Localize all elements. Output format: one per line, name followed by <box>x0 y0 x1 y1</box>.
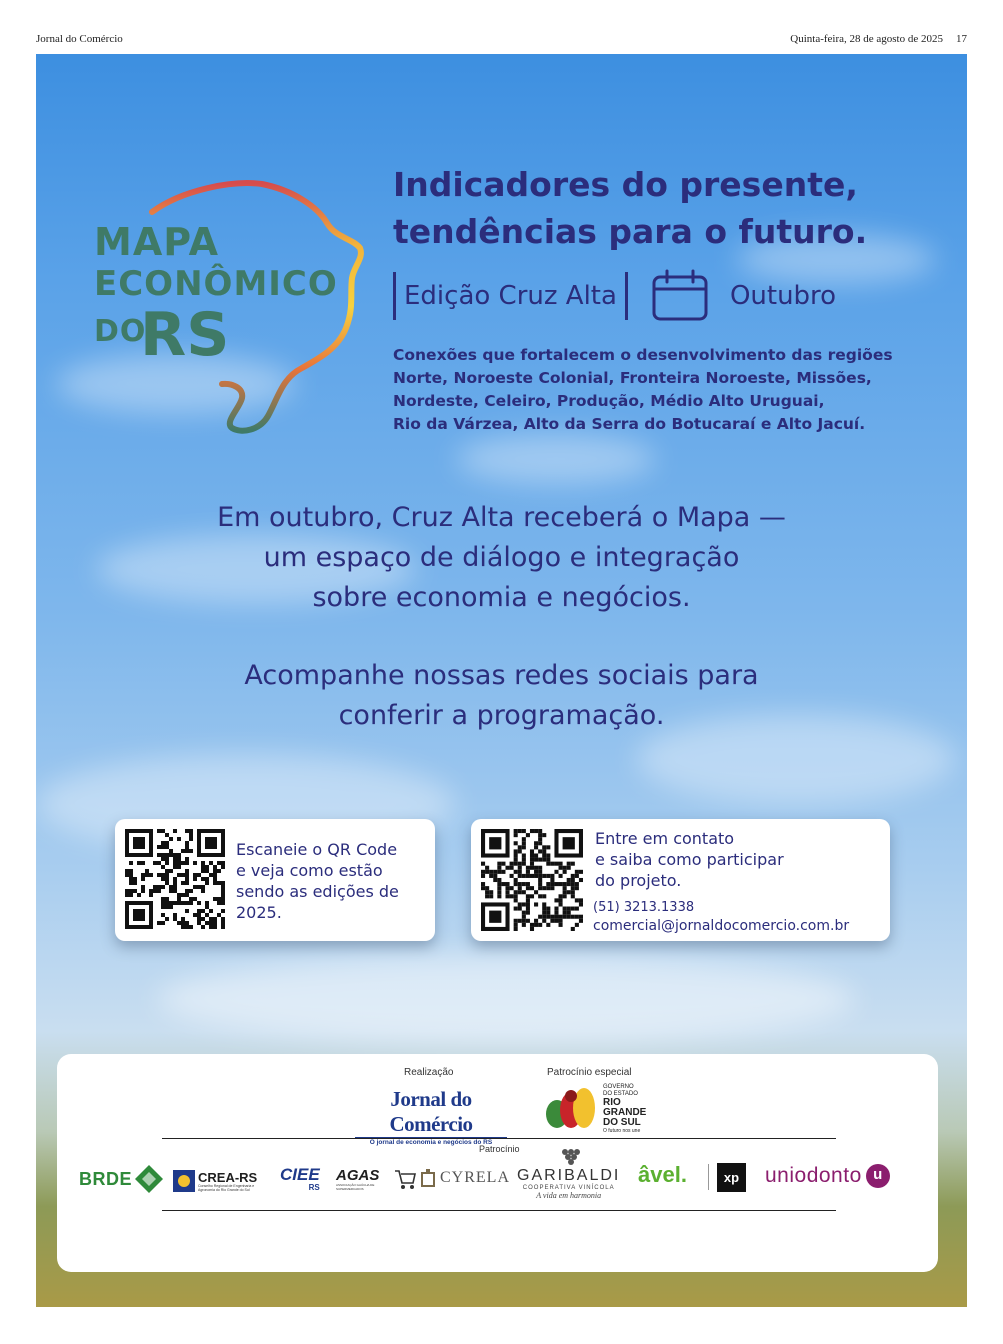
gov-line: GOVERNO <box>603 1084 634 1090</box>
avel-text: âvel. <box>638 1162 687 1187</box>
brde-logo <box>79 1164 164 1194</box>
divider-bar <box>625 272 628 320</box>
edition-name: Edição Cruz Alta <box>404 281 617 311</box>
qr-text-line: 2025. <box>236 903 282 922</box>
headline-line-2: tendências para o futuro. <box>393 212 868 251</box>
regions-intro <box>393 344 933 436</box>
cyrela-mark-icon <box>421 1169 435 1187</box>
realizacao-label: Realização <box>404 1067 454 1078</box>
brde-text: BRDE <box>79 1168 133 1189</box>
patrocinio-label: Patrocínio <box>479 1144 520 1154</box>
footer-divider-top <box>162 1138 836 1139</box>
jc-logo-text: Jornal do Comércio <box>389 1087 473 1136</box>
xp-text: xp <box>723 1170 740 1185</box>
contact-text-line: Entre em contato <box>595 829 735 848</box>
logo-line-rs: RS <box>140 300 230 370</box>
grape-cluster-icon <box>555 1147 583 1167</box>
cyrela-logo <box>421 1169 510 1187</box>
xp-logo <box>717 1163 746 1192</box>
garibaldi-subtext: COOPERATIVA VINÍCOLA <box>522 1185 615 1191</box>
crea-rs-logo <box>173 1170 262 1192</box>
cyrela-text: CYRELA <box>440 1169 510 1186</box>
qr-card-editions <box>115 819 435 941</box>
uniodonto-text: uniodonto <box>765 1164 862 1187</box>
garibaldi-tagline: A vida em harmonia <box>536 1191 602 1200</box>
qr-text-line: Escaneie o QR Code <box>236 840 398 859</box>
qr-text-line: e veja como estão <box>236 861 383 880</box>
logo-line-mapa: MAPA <box>94 220 219 264</box>
newspaper-name: Jornal do Comércio <box>36 33 123 45</box>
announcement <box>36 498 967 618</box>
gov-line: GRANDE <box>603 1107 647 1118</box>
avel-logo <box>638 1162 687 1188</box>
garibaldi-logo <box>517 1147 620 1200</box>
patrocinio-especial-label: Patrocínio especial <box>547 1067 632 1078</box>
brde-diamond-icon <box>134 1164 164 1194</box>
agas-subtext: ASSOCIAÇÃO GAÚCHA DE SUPERMERCADOS <box>336 1182 375 1191</box>
edition-row <box>393 272 836 320</box>
issue-date: Quinta-feira, 28 de agosto de 2025 <box>790 33 943 45</box>
agas-text: AGAS <box>336 1166 380 1184</box>
gov-tagline: O futuro nos une <box>603 1128 641 1134</box>
qr-card-contact <box>471 819 890 941</box>
page-number: 17 <box>956 33 967 45</box>
ciee-text: CIEE <box>280 1165 320 1184</box>
intro-line: Rio da Várzea, Alto da Serra do Botucaraí e Alto Jacuí. <box>393 415 866 433</box>
intro-line: Norte, Noroeste Colonial, Fronteira Noroeste, Missões, <box>393 369 872 387</box>
logo-line-do: DO <box>94 314 147 349</box>
announcement-line: um espaço de diálogo e integração <box>263 542 740 573</box>
avel-xp-divider <box>708 1164 709 1190</box>
edition-month: Outubro <box>729 281 837 311</box>
garibaldi-text: GARIBALDI <box>517 1167 621 1184</box>
jc-tagline: O jornal de economia e negócios do RS <box>355 1137 507 1146</box>
ciee-logo <box>280 1166 320 1192</box>
contact-text-line: e saiba como participar <box>595 850 784 869</box>
contact-text-line: do projeto. <box>595 871 682 890</box>
announcement-line: Em outubro, Cruz Alta receberá o Mapa — <box>217 502 786 533</box>
qr-code-editions[interactable] <box>125 829 225 929</box>
crea-text: CREA-RS <box>198 1169 258 1185</box>
crea-subtext: Conselho Regional de Engenharia e Agronomia do Rio Grande do Sul <box>198 1183 255 1192</box>
gov-line: RIO <box>603 1097 621 1108</box>
announcement-line: sobre economia e negócios. <box>312 582 691 613</box>
ciee-subtext: RS <box>308 1183 320 1192</box>
intro-line: Conexões que fortalecem o desenvolvimento das regiões <box>393 346 893 364</box>
calendar-icon <box>650 269 710 323</box>
uniodonto-logo <box>765 1164 890 1188</box>
rs-map-outline-logo <box>92 178 372 438</box>
shopping-cart-icon <box>394 1167 416 1191</box>
rs-government-emblem <box>543 1084 599 1130</box>
gov-line: DO SUL <box>603 1117 641 1128</box>
agas-logo <box>336 1167 416 1191</box>
contact-phone[interactable]: (51) 3213.1338 <box>593 900 695 915</box>
follow-social <box>36 656 967 736</box>
crea-seal-icon <box>173 1170 195 1192</box>
footer-divider-bottom <box>162 1210 836 1211</box>
sponsors-panel <box>57 1054 938 1272</box>
qr-code-contact[interactable] <box>481 829 583 931</box>
rs-government-text <box>603 1084 646 1135</box>
follow-line: Acompanhe nossas redes sociais para <box>244 660 759 691</box>
gov-line: DO ESTADO <box>603 1091 638 1097</box>
headline-line-1: Indicadores do presente, <box>393 165 858 204</box>
qr-card-contact-text <box>595 828 784 891</box>
qr-card-editions-text <box>236 839 399 923</box>
uniodonto-mark-icon: u <box>866 1164 890 1188</box>
contact-details <box>593 899 849 935</box>
intro-line: Nordeste, Celeiro, Produção, Médio Alto Uruguai, <box>393 392 825 410</box>
contact-email[interactable]: comercial@jornaldocomercio.com.br <box>593 918 850 934</box>
advertisement <box>36 54 967 1307</box>
logo-line-economico: ECONÔMICO <box>94 264 338 304</box>
follow-line: conferir a programação. <box>338 700 665 731</box>
qr-text-line: sendo as edições de <box>236 882 399 901</box>
